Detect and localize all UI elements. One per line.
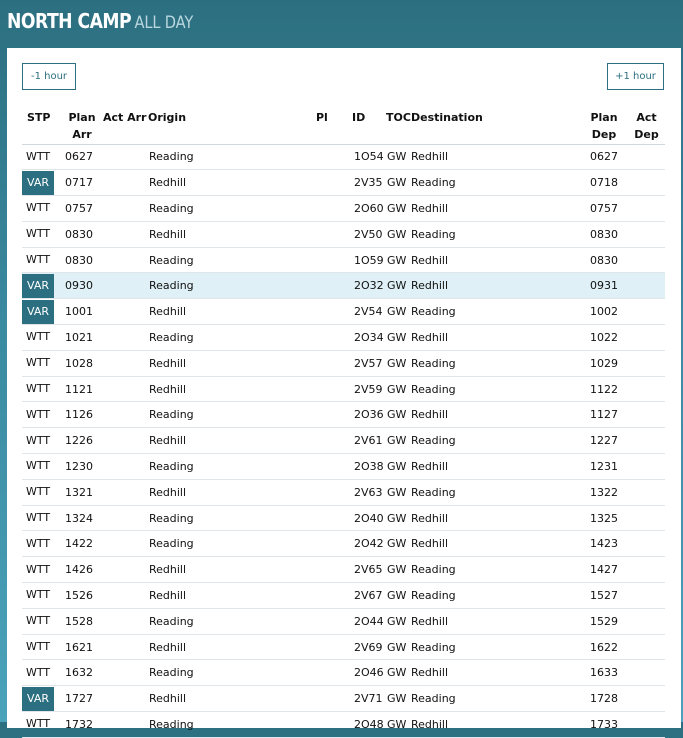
- cell-act-dep: [628, 221, 665, 247]
- cell-origin: Redhill: [148, 350, 316, 376]
- cell-origin: Redhill: [148, 583, 316, 609]
- cell-plan-arr: 1226: [61, 428, 103, 454]
- cell-act-dep: [628, 144, 665, 170]
- cell-toc: GW: [386, 325, 411, 351]
- cell-pl: [316, 273, 344, 299]
- cell-pl: [316, 712, 344, 738]
- table-row[interactable]: [22, 273, 665, 299]
- cell-origin: Redhill: [148, 170, 316, 196]
- cell-stp: [22, 402, 61, 428]
- table-row[interactable]: [22, 376, 665, 402]
- cell-plan-dep: 1325: [580, 505, 628, 531]
- cell-plan-dep: 0830: [580, 247, 628, 273]
- table-row[interactable]: [22, 299, 665, 325]
- cell-act-arr: [103, 712, 148, 738]
- stp-badge: WTT: [25, 536, 51, 550]
- cell-toc: GW: [386, 350, 411, 376]
- station-name: NORTH CAMP: [7, 9, 132, 33]
- table-row[interactable]: [22, 402, 665, 428]
- cell-origin: Reading: [148, 196, 316, 222]
- cell-plan-arr: 1632: [61, 660, 103, 686]
- cell-plan-dep: 1423: [580, 531, 628, 557]
- cell-origin: Reading: [148, 273, 316, 299]
- cell-toc: GW: [386, 608, 411, 634]
- cell-stp: [22, 505, 61, 531]
- stp-badge: WTT: [25, 614, 51, 628]
- cell-stp: [22, 376, 61, 402]
- cell-id: 2O60: [344, 196, 386, 222]
- cell-stp: [22, 454, 61, 480]
- col-destination: Destination: [411, 106, 580, 144]
- cell-plan-dep: 1122: [580, 376, 628, 402]
- cell-plan-arr: 1727: [61, 686, 103, 712]
- cell-stp: [22, 196, 61, 222]
- cell-act-arr: [103, 686, 148, 712]
- cell-toc: GW: [386, 479, 411, 505]
- table-row[interactable]: [22, 712, 665, 738]
- cell-id: 2V35: [344, 170, 386, 196]
- table-row[interactable]: [22, 531, 665, 557]
- cell-origin: Redhill: [148, 479, 316, 505]
- cell-id: 2O38: [344, 454, 386, 480]
- cell-plan-dep: 1728: [580, 686, 628, 712]
- cell-act-dep: [628, 402, 665, 428]
- cell-stp: [22, 350, 61, 376]
- stp-badge: VAR: [22, 300, 54, 324]
- cell-origin: Redhill: [148, 428, 316, 454]
- cell-plan-dep: 0931: [580, 273, 628, 299]
- cell-plan-arr: 0830: [61, 247, 103, 273]
- table-row[interactable]: [22, 660, 665, 686]
- cell-pl: [316, 247, 344, 273]
- stp-badge: WTT: [25, 562, 51, 576]
- col-pl: Pl: [316, 106, 344, 144]
- cell-pl: [316, 376, 344, 402]
- cell-id: 2O32: [344, 273, 386, 299]
- cell-origin: Reading: [148, 325, 316, 351]
- cell-origin: Redhill: [148, 557, 316, 583]
- cell-origin: Reading: [148, 247, 316, 273]
- stp-badge: WTT: [25, 201, 51, 215]
- cell-origin: Reading: [148, 531, 316, 557]
- cell-plan-dep: 1227: [580, 428, 628, 454]
- previous-hour-button[interactable]: -1 hour: [22, 63, 76, 90]
- table-row[interactable]: [22, 325, 665, 351]
- cell-id: 2O44: [344, 608, 386, 634]
- cell-stp: [22, 557, 61, 583]
- cell-origin: Reading: [148, 712, 316, 738]
- cell-destination: Redhill: [411, 273, 580, 299]
- cell-act-dep: [628, 660, 665, 686]
- cell-id: 2O34: [344, 325, 386, 351]
- cell-destination: Reading: [411, 221, 580, 247]
- table-row[interactable]: [22, 221, 665, 247]
- cell-plan-arr: 1126: [61, 402, 103, 428]
- cell-plan-arr: 1230: [61, 454, 103, 480]
- cell-act-dep: [628, 634, 665, 660]
- cell-pl: [316, 531, 344, 557]
- cell-destination: Reading: [411, 479, 580, 505]
- cell-pl: [316, 299, 344, 325]
- cell-act-dep: [628, 350, 665, 376]
- table-row[interactable]: [22, 608, 665, 634]
- cell-id: 2V54: [344, 299, 386, 325]
- cell-origin: Redhill: [148, 376, 316, 402]
- cell-toc: GW: [386, 196, 411, 222]
- cell-plan-arr: 1028: [61, 350, 103, 376]
- cell-act-dep: [628, 196, 665, 222]
- cell-id: 2O48: [344, 712, 386, 738]
- cell-act-dep: [628, 686, 665, 712]
- table-row[interactable]: [22, 634, 665, 660]
- cell-stp: [22, 531, 61, 557]
- cell-act-arr: [103, 583, 148, 609]
- cell-plan-arr: 1528: [61, 608, 103, 634]
- cell-stp: [22, 325, 61, 351]
- table-row[interactable]: [22, 505, 665, 531]
- cell-act-arr: [103, 634, 148, 660]
- cell-pl: [316, 221, 344, 247]
- cell-pl: [316, 428, 344, 454]
- cell-toc: GW: [386, 686, 411, 712]
- cell-plan-arr: 1324: [61, 505, 103, 531]
- table-row[interactable]: [22, 428, 665, 454]
- cell-origin: Redhill: [148, 221, 316, 247]
- cell-toc: GW: [386, 247, 411, 273]
- cell-act-dep: [628, 170, 665, 196]
- cell-stp: [22, 479, 61, 505]
- cell-id: 2V61: [344, 428, 386, 454]
- cell-plan-arr: 1001: [61, 299, 103, 325]
- cell-origin: Redhill: [148, 299, 316, 325]
- table-row[interactable]: [22, 583, 665, 609]
- cell-plan-dep: 1322: [580, 479, 628, 505]
- cell-plan-dep: 1029: [580, 350, 628, 376]
- cell-plan-arr: 1321: [61, 479, 103, 505]
- cell-id: 2V59: [344, 376, 386, 402]
- table-row[interactable]: [22, 686, 665, 712]
- cell-plan-dep: 0830: [580, 221, 628, 247]
- cell-plan-arr: 1121: [61, 376, 103, 402]
- cell-plan-dep: 1622: [580, 634, 628, 660]
- cell-destination: Redhill: [411, 402, 580, 428]
- cell-plan-arr: 0930: [61, 273, 103, 299]
- cell-toc: GW: [386, 170, 411, 196]
- stp-badge: WTT: [25, 717, 51, 731]
- table-row[interactable]: [22, 196, 665, 222]
- cell-toc: GW: [386, 428, 411, 454]
- cell-destination: Redhill: [411, 454, 580, 480]
- timetable-table: [22, 106, 665, 738]
- cell-stp: [22, 221, 61, 247]
- cell-origin: Redhill: [148, 686, 316, 712]
- cell-act-dep: [628, 325, 665, 351]
- cell-toc: GW: [386, 299, 411, 325]
- stp-badge: WTT: [25, 665, 51, 679]
- cell-toc: GW: [386, 221, 411, 247]
- cell-destination: Reading: [411, 170, 580, 196]
- cell-origin: Reading: [148, 505, 316, 531]
- cell-plan-dep: 0757: [580, 196, 628, 222]
- cell-pl: [316, 144, 344, 170]
- cell-origin: Reading: [148, 660, 316, 686]
- next-hour-button[interactable]: +1 hour: [607, 63, 664, 90]
- cell-stp: [22, 583, 61, 609]
- cell-id: 2O42: [344, 531, 386, 557]
- cell-stp: [22, 608, 61, 634]
- cell-pl: [316, 583, 344, 609]
- cell-plan-dep: 1529: [580, 608, 628, 634]
- cell-pl: [316, 557, 344, 583]
- cell-id: 2V50: [344, 221, 386, 247]
- cell-id: 2O46: [344, 660, 386, 686]
- cell-act-dep: [628, 583, 665, 609]
- stp-badge: WTT: [25, 485, 51, 499]
- cell-act-dep: [628, 557, 665, 583]
- cell-destination: Redhill: [411, 325, 580, 351]
- cell-pl: [316, 454, 344, 480]
- cell-plan-dep: 0627: [580, 144, 628, 170]
- cell-plan-arr: 1621: [61, 634, 103, 660]
- cell-act-dep: [628, 712, 665, 738]
- cell-id: 1O59: [344, 247, 386, 273]
- table-row[interactable]: [22, 479, 665, 505]
- cell-toc: GW: [386, 634, 411, 660]
- stp-badge: WTT: [25, 511, 51, 525]
- cell-destination: Redhill: [411, 247, 580, 273]
- col-stp: STP: [22, 106, 61, 144]
- timetable-panel: [7, 48, 681, 731]
- table-row[interactable]: [22, 247, 665, 273]
- cell-plan-dep: 1527: [580, 583, 628, 609]
- cell-act-dep: [628, 428, 665, 454]
- cell-plan-dep: 1427: [580, 557, 628, 583]
- cell-destination: Reading: [411, 376, 580, 402]
- cell-act-arr: [103, 376, 148, 402]
- cell-pl: [316, 634, 344, 660]
- page-header: [0, 0, 683, 46]
- cell-destination: Reading: [411, 557, 580, 583]
- cell-origin: Reading: [148, 144, 316, 170]
- cell-plan-arr: 0627: [61, 144, 103, 170]
- cell-plan-arr: 1526: [61, 583, 103, 609]
- cell-id: 2V63: [344, 479, 386, 505]
- cell-toc: GW: [386, 454, 411, 480]
- cell-id: 2V67: [344, 583, 386, 609]
- cell-act-arr: [103, 221, 148, 247]
- cell-id: 1O54: [344, 144, 386, 170]
- cell-plan-arr: 1021: [61, 325, 103, 351]
- cell-toc: GW: [386, 273, 411, 299]
- cell-pl: [316, 686, 344, 712]
- cell-id: 2O36: [344, 402, 386, 428]
- stp-badge: WTT: [25, 459, 51, 473]
- cell-act-arr: [103, 454, 148, 480]
- cell-pl: [316, 608, 344, 634]
- cell-pl: [316, 479, 344, 505]
- table-row[interactable]: [22, 170, 665, 196]
- cell-origin: Reading: [148, 608, 316, 634]
- table-row[interactable]: [22, 350, 665, 376]
- cell-act-dep: [628, 505, 665, 531]
- cell-act-arr: [103, 170, 148, 196]
- col-act-dep: Act Dep: [628, 106, 665, 144]
- cell-act-arr: [103, 505, 148, 531]
- cell-plan-arr: 0717: [61, 170, 103, 196]
- cell-id: 2V71: [344, 686, 386, 712]
- cell-pl: [316, 325, 344, 351]
- cell-toc: GW: [386, 660, 411, 686]
- stp-badge: WTT: [25, 356, 51, 370]
- cell-stp: [22, 712, 61, 738]
- cell-toc: GW: [386, 402, 411, 428]
- cell-stp: [22, 428, 61, 454]
- cell-stp: [22, 660, 61, 686]
- cell-destination: Redhill: [411, 608, 580, 634]
- cell-origin: Reading: [148, 454, 316, 480]
- cell-toc: GW: [386, 557, 411, 583]
- stp-badge: WTT: [25, 588, 51, 602]
- stp-badge: WTT: [25, 433, 51, 447]
- stp-badge: VAR: [22, 687, 54, 711]
- cell-destination: Reading: [411, 634, 580, 660]
- cell-destination: Redhill: [411, 712, 580, 738]
- cell-act-arr: [103, 531, 148, 557]
- stp-badge: WTT: [25, 253, 51, 267]
- cell-act-arr: [103, 660, 148, 686]
- stp-badge: VAR: [22, 274, 54, 298]
- cell-toc: GW: [386, 505, 411, 531]
- cell-pl: [316, 350, 344, 376]
- cell-act-dep: [628, 299, 665, 325]
- stp-badge: WTT: [25, 640, 51, 654]
- cell-act-arr: [103, 402, 148, 428]
- cell-id: 2V65: [344, 557, 386, 583]
- col-plan-dep: Plan Dep: [580, 106, 628, 144]
- timetable-body: [22, 144, 665, 737]
- cell-act-arr: [103, 325, 148, 351]
- cell-act-arr: [103, 247, 148, 273]
- cell-act-arr: [103, 557, 148, 583]
- cell-plan-dep: 1127: [580, 402, 628, 428]
- cell-toc: GW: [386, 712, 411, 738]
- cell-act-arr: [103, 196, 148, 222]
- cell-act-arr: [103, 479, 148, 505]
- cell-stp: [22, 144, 61, 170]
- cell-stp: [22, 634, 61, 660]
- cell-destination: Redhill: [411, 196, 580, 222]
- cell-stp: [22, 299, 61, 325]
- cell-pl: [316, 196, 344, 222]
- table-header-row: [22, 106, 665, 144]
- cell-pl: [316, 660, 344, 686]
- col-plan-arr: Plan Arr: [61, 106, 103, 144]
- cell-plan-arr: 1732: [61, 712, 103, 738]
- station-subtitle: ALL DAY: [134, 13, 194, 33]
- cell-pl: [316, 505, 344, 531]
- cell-act-dep: [628, 608, 665, 634]
- table-row[interactable]: [22, 144, 665, 170]
- cell-act-dep: [628, 531, 665, 557]
- cell-act-arr: [103, 299, 148, 325]
- cell-act-arr: [103, 144, 148, 170]
- cell-toc: GW: [386, 531, 411, 557]
- cell-toc: GW: [386, 144, 411, 170]
- cell-origin: Reading: [148, 402, 316, 428]
- cell-plan-arr: 0830: [61, 221, 103, 247]
- cell-destination: Redhill: [411, 505, 580, 531]
- stp-badge: VAR: [22, 171, 54, 195]
- cell-plan-dep: 1002: [580, 299, 628, 325]
- col-toc: TOC: [386, 106, 411, 144]
- table-row[interactable]: [22, 454, 665, 480]
- cell-plan-dep: 1231: [580, 454, 628, 480]
- cell-id: 2V57: [344, 350, 386, 376]
- cell-pl: [316, 402, 344, 428]
- cell-act-dep: [628, 273, 665, 299]
- cell-plan-dep: 1633: [580, 660, 628, 686]
- stp-badge: WTT: [25, 407, 51, 421]
- cell-id: 2O40: [344, 505, 386, 531]
- cell-destination: Redhill: [411, 531, 580, 557]
- table-row[interactable]: [22, 557, 665, 583]
- cell-destination: Redhill: [411, 144, 580, 170]
- cell-origin: Redhill: [148, 634, 316, 660]
- cell-plan-arr: 0757: [61, 196, 103, 222]
- cell-destination: Reading: [411, 686, 580, 712]
- cell-plan-arr: 1422: [61, 531, 103, 557]
- stp-badge: WTT: [25, 330, 51, 344]
- cell-toc: GW: [386, 583, 411, 609]
- stp-badge: WTT: [25, 149, 51, 163]
- cell-act-arr: [103, 608, 148, 634]
- cell-act-dep: [628, 454, 665, 480]
- stp-badge: WTT: [25, 382, 51, 396]
- cell-act-dep: [628, 376, 665, 402]
- page-title: [7, 9, 193, 33]
- cell-destination: Reading: [411, 583, 580, 609]
- cell-act-dep: [628, 247, 665, 273]
- cell-act-arr: [103, 350, 148, 376]
- cell-destination: Reading: [411, 299, 580, 325]
- col-id: ID: [344, 106, 386, 144]
- col-origin: Origin: [148, 106, 316, 144]
- cell-plan-dep: 1022: [580, 325, 628, 351]
- cell-act-arr: [103, 273, 148, 299]
- cell-plan-dep: 0718: [580, 170, 628, 196]
- cell-stp: [22, 170, 61, 196]
- cell-stp: [22, 686, 61, 712]
- cell-id: 2V69: [344, 634, 386, 660]
- cell-act-dep: [628, 479, 665, 505]
- cell-destination: Reading: [411, 350, 580, 376]
- cell-plan-arr: 1426: [61, 557, 103, 583]
- stp-badge: WTT: [25, 227, 51, 241]
- cell-stp: [22, 273, 61, 299]
- cell-stp: [22, 247, 61, 273]
- cell-plan-dep: 1733: [580, 712, 628, 738]
- col-act-arr: Act Arr: [103, 106, 148, 144]
- cell-destination: Redhill: [411, 660, 580, 686]
- cell-act-arr: [103, 428, 148, 454]
- cell-pl: [316, 170, 344, 196]
- cell-toc: GW: [386, 376, 411, 402]
- cell-destination: Reading: [411, 428, 580, 454]
